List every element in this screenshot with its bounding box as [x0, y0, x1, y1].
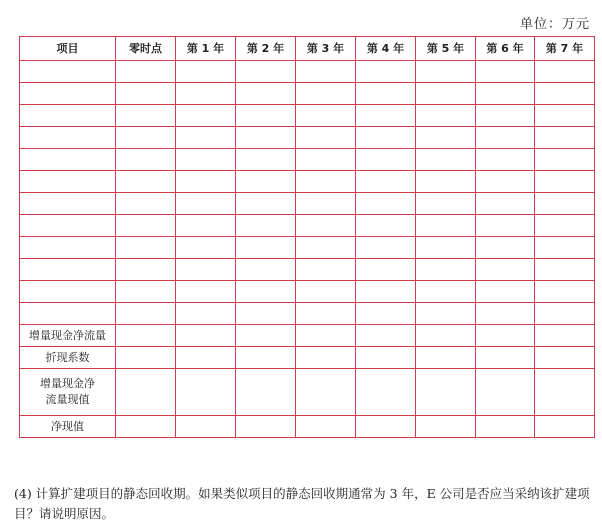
- table-cell: [296, 281, 356, 303]
- table-cell: [116, 325, 176, 347]
- table-row: [20, 105, 595, 127]
- table-cell: [236, 259, 296, 281]
- row-label-pv: [20, 369, 116, 416]
- table-row: [20, 83, 595, 105]
- table-cell: [176, 83, 236, 105]
- column-header: 项目: [20, 37, 116, 61]
- table-cell: [535, 149, 595, 171]
- table-cell: [535, 325, 595, 347]
- table-cell: [476, 149, 535, 171]
- table-cell: [535, 193, 595, 215]
- table-cell: [476, 416, 535, 438]
- table-cell: [116, 83, 176, 105]
- table-cell: [476, 325, 535, 347]
- table-cell: [356, 61, 416, 83]
- table-cell: [176, 215, 236, 237]
- table-cell: [116, 215, 176, 237]
- table-row: [20, 237, 595, 259]
- column-header: 第 5 年: [416, 37, 476, 61]
- table-cell: [535, 215, 595, 237]
- table-cell: [416, 215, 476, 237]
- table-cell: [416, 281, 476, 303]
- table-cell: [356, 215, 416, 237]
- table-cell: [20, 303, 116, 325]
- table-cell: [476, 171, 535, 193]
- column-header: 第 6 年: [476, 37, 535, 61]
- table-row-discount-factor: [20, 347, 595, 369]
- table-cell: [20, 259, 116, 281]
- table-row-pv: [20, 369, 595, 416]
- table-cell: [416, 347, 476, 369]
- table-cell: [116, 237, 176, 259]
- table-cell: [476, 127, 535, 149]
- table-cell: [236, 237, 296, 259]
- table-cell: [20, 61, 116, 83]
- table-cell: [176, 303, 236, 325]
- table-cell: [296, 416, 356, 438]
- table-row: [20, 149, 595, 171]
- table-cell: [20, 149, 116, 171]
- table-cell: [236, 171, 296, 193]
- table-cell: [20, 281, 116, 303]
- table-cell: [356, 105, 416, 127]
- table-cell: [116, 127, 176, 149]
- table-cell: [20, 171, 116, 193]
- table-cell: [476, 237, 535, 259]
- table-cell: [296, 303, 356, 325]
- table-cell: [176, 281, 236, 303]
- table-cell: [236, 325, 296, 347]
- table-cell: [296, 105, 356, 127]
- table-cell: [296, 259, 356, 281]
- table-cell: [416, 171, 476, 193]
- table-cell: [356, 325, 416, 347]
- table-cell: [236, 105, 296, 127]
- table-row: [20, 61, 595, 83]
- table-cell: [535, 259, 595, 281]
- table-cell: [535, 237, 595, 259]
- row-label-pv-line2: 流量现值: [45, 393, 90, 406]
- table-cell: [116, 149, 176, 171]
- table-cell: [236, 83, 296, 105]
- table-row-incremental-net-cash-flow: [20, 325, 595, 347]
- table-cell: [416, 61, 476, 83]
- table-cell: [416, 259, 476, 281]
- table-cell: [176, 105, 236, 127]
- column-header: 零时点: [116, 37, 176, 61]
- table-cell: [176, 237, 236, 259]
- table-cell: [356, 127, 416, 149]
- table-cell: [296, 193, 356, 215]
- table-cell: [356, 416, 416, 438]
- table-cell: [356, 193, 416, 215]
- table-cell: [296, 237, 356, 259]
- question-text: (4) 计算扩建项目的静态回收期。如果类似项目的静态回收期通常为 3 年，E 公司是否应当采纳该扩建项目？请说明原因。: [14, 486, 590, 521]
- table-cell: [176, 193, 236, 215]
- table-cell: [296, 61, 356, 83]
- table-cell: [476, 215, 535, 237]
- table-cell: [116, 416, 176, 438]
- table-cell: [116, 259, 176, 281]
- table-cell: [116, 105, 176, 127]
- table-cell: [236, 149, 296, 171]
- table-cell: [296, 127, 356, 149]
- table-cell: [236, 303, 296, 325]
- table-cell: [535, 369, 595, 416]
- table-row: [20, 303, 595, 325]
- table-cell: [416, 83, 476, 105]
- table-cell: [296, 171, 356, 193]
- table-cell: [176, 61, 236, 83]
- table-cell: [176, 369, 236, 416]
- row-label-pv-line1: 增量现金净: [40, 377, 95, 390]
- table-cell: [116, 171, 176, 193]
- table-cell: [296, 215, 356, 237]
- column-header: 第 3 年: [296, 37, 356, 61]
- table-cell: [416, 325, 476, 347]
- table-cell: [116, 347, 176, 369]
- table-cell: [356, 171, 416, 193]
- table-cell: [236, 127, 296, 149]
- column-header: 第 2 年: [236, 37, 296, 61]
- table-cell: [116, 303, 176, 325]
- column-header: 第 1 年: [176, 37, 236, 61]
- table-cell: [476, 369, 535, 416]
- table-row: [20, 193, 595, 215]
- table-cell: [416, 105, 476, 127]
- table-cell: [116, 61, 176, 83]
- table-cell: [416, 416, 476, 438]
- table-cell: [116, 193, 176, 215]
- table-cell: [476, 259, 535, 281]
- table-row: [20, 171, 595, 193]
- table-cell: [176, 347, 236, 369]
- unit-label: 单位：万元: [519, 17, 590, 32]
- table-cell: [356, 281, 416, 303]
- table-cell: [416, 127, 476, 149]
- table-cell: [176, 149, 236, 171]
- table-cell: [535, 61, 595, 83]
- table-cell: [356, 303, 416, 325]
- table-cell: [236, 281, 296, 303]
- table-cell: [416, 193, 476, 215]
- table-cell: [476, 193, 535, 215]
- table-cell: [236, 416, 296, 438]
- table-cell: [356, 237, 416, 259]
- table-cell: [176, 325, 236, 347]
- table-cell: [476, 61, 535, 83]
- table-cell: [356, 259, 416, 281]
- table-cell: [535, 127, 595, 149]
- row-label-discount-factor: 折现系数: [20, 347, 116, 369]
- table-cell: [476, 347, 535, 369]
- table-cell: [296, 325, 356, 347]
- table-cell: [535, 347, 595, 369]
- table-cell: [416, 149, 476, 171]
- table-cell: [416, 369, 476, 416]
- table-cell: [236, 61, 296, 83]
- table-cell: [535, 303, 595, 325]
- table-row: [20, 259, 595, 281]
- table-cell: [20, 127, 116, 149]
- table-cell: [20, 105, 116, 127]
- table-cell: [416, 237, 476, 259]
- table-cell: [416, 303, 476, 325]
- table-cell: [476, 281, 535, 303]
- table-cell: [476, 105, 535, 127]
- table-cell: [20, 83, 116, 105]
- cash-flow-table: [19, 36, 595, 438]
- table-row-npv: [20, 416, 595, 438]
- table-cell: [535, 171, 595, 193]
- table-cell: [535, 83, 595, 105]
- table-cell: [296, 347, 356, 369]
- row-label-incremental-net-cash-flow: 增量现金净流量: [20, 325, 116, 347]
- table-cell: [176, 259, 236, 281]
- table-cell: [356, 83, 416, 105]
- table-cell: [176, 171, 236, 193]
- table-cell: [236, 193, 296, 215]
- table-row: [20, 281, 595, 303]
- column-header: 第 7 年: [535, 37, 595, 61]
- table-cell: [296, 83, 356, 105]
- table-cell: [535, 105, 595, 127]
- table-cell: [20, 193, 116, 215]
- column-header: 第 4 年: [356, 37, 416, 61]
- table-cell: [236, 369, 296, 416]
- table-cell: [476, 303, 535, 325]
- table-cell: [20, 215, 116, 237]
- table-cell: [236, 347, 296, 369]
- table-row: [20, 215, 595, 237]
- table-cell: [476, 83, 535, 105]
- table-cell: [296, 149, 356, 171]
- table-cell: [356, 149, 416, 171]
- table-cell: [116, 281, 176, 303]
- table-cell: [116, 369, 176, 416]
- table-cell: [176, 127, 236, 149]
- table-header-row: [20, 37, 595, 61]
- row-label-npv: 净现值: [20, 416, 116, 438]
- table-row: [20, 127, 595, 149]
- table-cell: [535, 416, 595, 438]
- table-cell: [236, 215, 296, 237]
- table-cell: [535, 281, 595, 303]
- table-cell: [356, 347, 416, 369]
- table-cell: [356, 369, 416, 416]
- table-cell: [296, 369, 356, 416]
- table-cell: [20, 237, 116, 259]
- table-cell: [176, 416, 236, 438]
